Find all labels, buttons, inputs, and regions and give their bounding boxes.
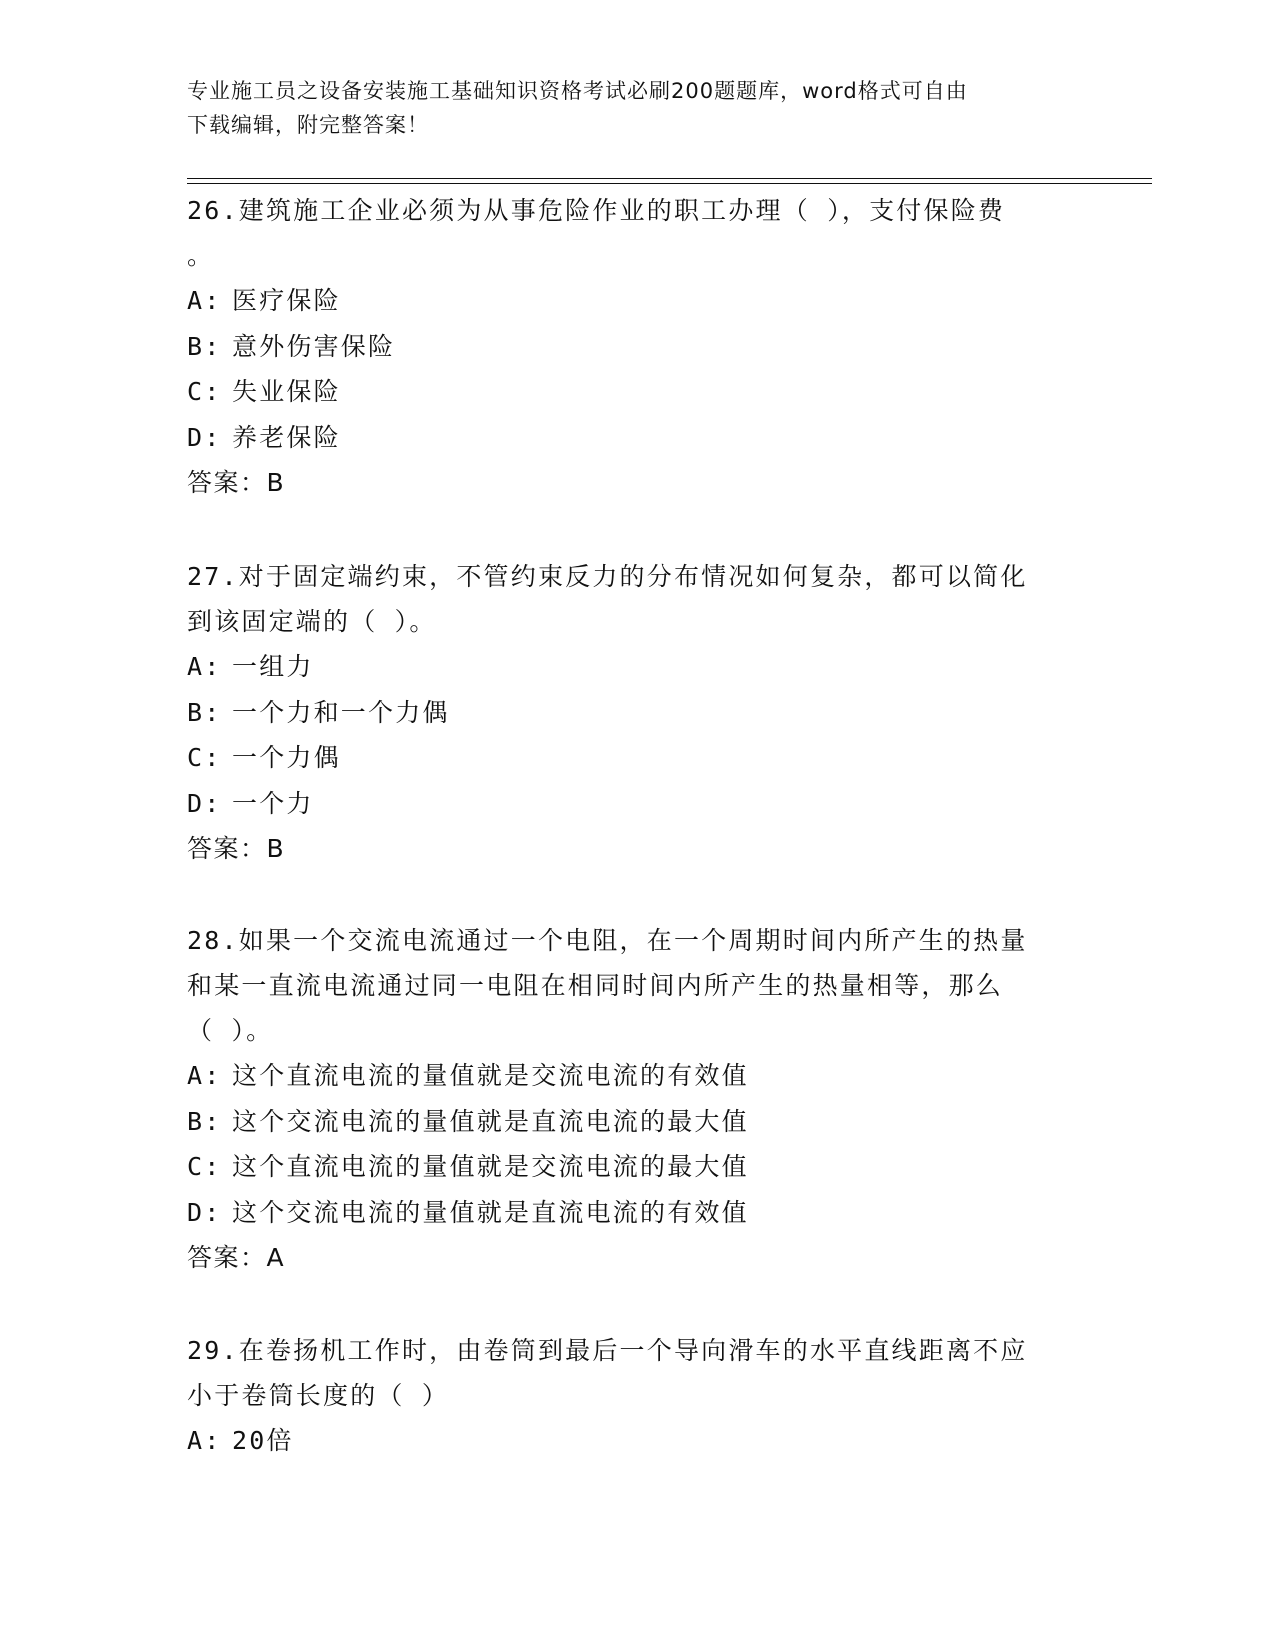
answer-value: B <box>266 468 286 497</box>
answer-line <box>187 460 1087 505</box>
option-key: B: <box>187 1106 222 1136</box>
header-divider-bottom <box>187 183 1152 184</box>
option-text: 医疗保险 <box>232 286 341 315</box>
answer-label: 答案： <box>187 834 267 863</box>
option-key: D: <box>187 422 222 452</box>
option-text: 20倍 <box>232 1426 294 1455</box>
question-stem-line: （ ）。 <box>187 1016 274 1045</box>
header-divider-top <box>187 178 1152 179</box>
question-stem <box>187 188 1087 278</box>
option-key: C: <box>187 1152 222 1181</box>
question-stem-line: 。 <box>187 241 215 270</box>
option-text: 这个直流电流的量值就是交流电流的最大值 <box>232 1152 749 1181</box>
header-line-1: 专业施工员之设备安装施工基础知识资格考试必刷200题题库，word格式可自由 <box>187 79 968 103</box>
option-text: 一个力 <box>232 788 314 818</box>
question-stem-line: 和某一直流电流通过同一电阻在相同时间内所产生的热量相等，那么 <box>187 971 1004 1000</box>
document-header <box>187 74 1067 142</box>
option-text: 这个交流电流的量值就是直流电流的最大值 <box>232 1106 749 1136</box>
option-a <box>187 1053 1087 1099</box>
question-stem <box>187 918 1087 1053</box>
option-a <box>187 1418 1087 1464</box>
question-28 <box>187 918 1087 1280</box>
option-a <box>187 278 1087 324</box>
answer-value: A <box>266 1243 286 1272</box>
option-text: 失业保险 <box>232 377 341 406</box>
option-key: B: <box>187 697 222 727</box>
answer-line <box>187 826 1087 871</box>
option-b <box>187 690 1087 736</box>
option-d <box>187 415 1087 461</box>
question-stem <box>187 554 1087 644</box>
option-text: 一个力偶 <box>232 743 341 772</box>
question-stem-line: 26.建筑施工企业必须为从事危险作业的职工办理（ ），支付保险费 <box>187 196 1006 225</box>
option-key: D: <box>187 788 222 818</box>
option-d <box>187 781 1087 827</box>
option-text: 这个直流电流的量值就是交流电流的有效值 <box>232 1061 749 1090</box>
question-stem <box>187 1328 1087 1418</box>
option-c <box>187 369 1087 415</box>
question-stem-line: 28.如果一个交流电流通过一个电阻，在一个周期时间内所产生的热量 <box>187 926 1028 955</box>
question-26 <box>187 188 1087 505</box>
option-b <box>187 324 1087 370</box>
answer-label: 答案： <box>187 468 267 497</box>
option-key: B: <box>187 331 222 361</box>
question-27 <box>187 554 1087 871</box>
option-text: 意外伤害保险 <box>232 331 396 361</box>
option-key: A: <box>187 652 222 681</box>
option-key: C: <box>187 377 222 406</box>
option-key: D: <box>187 1197 222 1227</box>
option-text: 这个交流电流的量值就是直流电流的有效值 <box>232 1197 749 1227</box>
option-text: 一个力和一个力偶 <box>232 697 450 727</box>
option-text: 养老保险 <box>232 422 341 452</box>
question-stem-line: 29.在卷扬机工作时，由卷筒到最后一个导向滑车的水平直线距离不应 <box>187 1336 1028 1365</box>
option-c <box>187 735 1087 781</box>
option-key: C: <box>187 743 222 772</box>
option-b <box>187 1099 1087 1145</box>
question-stem-line: 27.对于固定端约束，不管约束反力的分布情况如何复杂，都可以简化 <box>187 562 1028 591</box>
option-d <box>187 1190 1087 1236</box>
header-line-2: 下载编辑，附完整答案！ <box>187 113 429 137</box>
option-a <box>187 644 1087 690</box>
question-29 <box>187 1328 1087 1464</box>
option-key: A: <box>187 1061 222 1090</box>
option-key: A: <box>187 1426 222 1455</box>
question-stem-line: 到该固定端的（ ）。 <box>187 607 437 636</box>
question-stem-line: 小于卷筒长度的（ ） <box>187 1381 450 1410</box>
option-c <box>187 1144 1087 1190</box>
option-text: 一组力 <box>232 652 314 681</box>
option-key: A: <box>187 286 222 315</box>
answer-value: B <box>266 834 286 863</box>
answer-line <box>187 1235 1087 1280</box>
answer-label: 答案： <box>187 1243 267 1272</box>
